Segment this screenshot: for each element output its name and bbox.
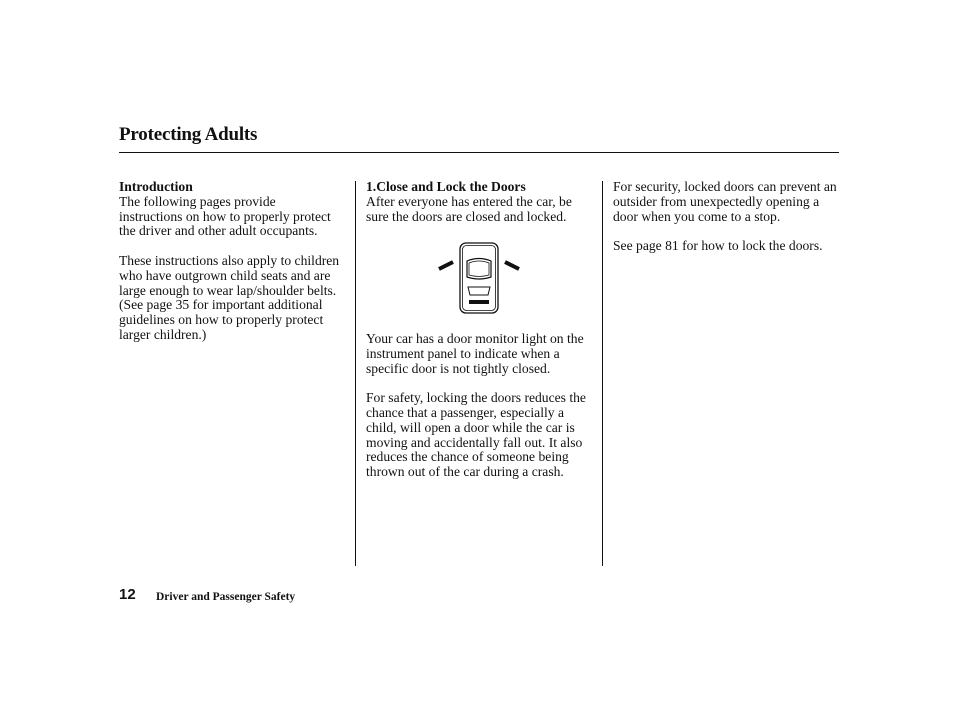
- paragraph: Your car has a door monitor light on the instrument panel to indicate when a specific door is not tightly closed.: [366, 330, 584, 376]
- footer-section-title: Driver and Passenger Safety: [156, 591, 296, 603]
- page-number: 12: [119, 586, 136, 603]
- paragraph: See page 81 for how to lock the doors.: [613, 238, 823, 254]
- column-divider: [602, 181, 603, 566]
- car-door-monitor-icon: [438, 239, 520, 317]
- paragraph: After everyone has entered the car, be sure the doors are closed and locked.: [366, 193, 572, 224]
- title-divider: [119, 152, 839, 153]
- paragraph: For security, locked doors can prevent an outsider from unexpectedly opening a door when you come to a stop.: [613, 179, 837, 224]
- paragraph: These instructions also apply to children who have outgrown child seats and are large enough to wear lap/shoulder belts. (See page 35 for important additional guidelines on how to properly protect larger children.): [119, 252, 340, 342]
- column-security: [613, 180, 839, 269]
- section-heading-introduction: Introduction: [119, 179, 193, 194]
- paragraph: For safety, locking the doors reduces the chance that a passenger, especially a child, will open a door while the car is moving and accidentally fall out. It also reduces the chance of someone being thrown out of the car during a crash.: [366, 390, 586, 480]
- column-introduction: [119, 180, 341, 358]
- paragraph: The following pages provide instructions on how to properly protect the driver and other adult occupants.: [119, 193, 331, 239]
- page-title: Protecting Adults: [119, 124, 258, 145]
- column-lock-doors: [366, 180, 592, 495]
- section-heading-lock-doors: 1.Close and Lock the Doors: [366, 179, 526, 194]
- column-divider: [355, 181, 356, 566]
